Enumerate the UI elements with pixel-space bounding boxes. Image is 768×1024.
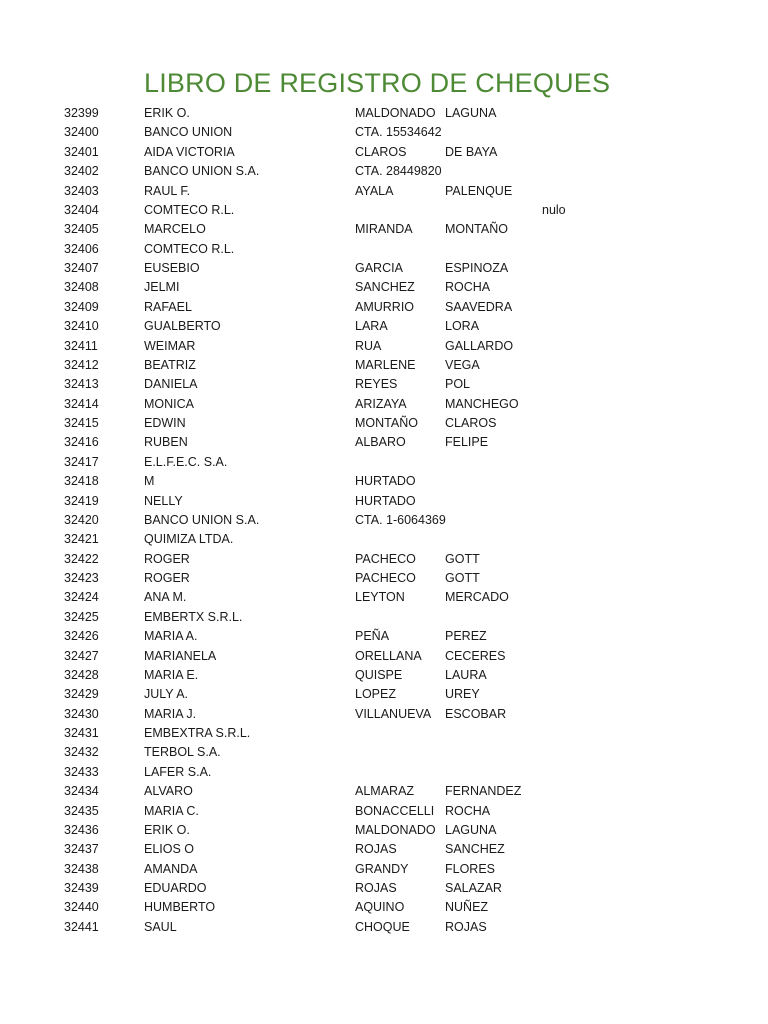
cheque-number: 32432: [64, 745, 99, 760]
cheque-number: 32438: [64, 861, 99, 876]
payee-name: MARIA J.: [144, 706, 197, 721]
cheque-number: 32431: [64, 726, 99, 740]
cheque-number: 32426: [64, 629, 99, 644]
payee-name: EDUARDO: [144, 881, 207, 895]
table-row: [0, 550, 768, 569]
cheque-note: nulo: [542, 202, 566, 217]
payee-second-surname: SAAVEDRA: [445, 299, 513, 314]
payee-second-surname: FLORES: [445, 861, 496, 876]
payee-second-surname: FERNANDEZ: [445, 784, 522, 799]
cheque-number: 32428: [64, 667, 99, 682]
payee-first-surname: MIRANDA: [355, 222, 413, 237]
payee-name: ALVARO: [144, 784, 193, 799]
cheque-number: 32440: [64, 900, 99, 915]
payee-second-surname: CLAROS: [445, 416, 497, 430]
cheque-number: 32424: [64, 590, 99, 605]
cheque-number: 32436: [64, 822, 99, 837]
payee-second-surname: PEREZ: [445, 629, 487, 644]
table-row: [0, 123, 768, 142]
payee-name: WEIMAR: [144, 338, 196, 353]
payee-first-surname: AMURRIO: [355, 299, 415, 314]
payee-first-surname: CTA. 28449820: [355, 164, 442, 179]
table-row: [0, 569, 768, 588]
payee-name: COMTECO R.L.: [144, 241, 235, 256]
payee-name: RAUL F.: [144, 183, 191, 198]
payee-name: ELIOS O: [144, 842, 195, 857]
payee-first-surname: CTA. 15534642: [355, 125, 442, 140]
payee-first-surname: CLAROS: [355, 144, 407, 159]
cheque-number: 32423: [64, 571, 99, 585]
payee-name: MARCELO: [144, 222, 206, 237]
table-row: [0, 472, 768, 491]
table-row: [0, 240, 768, 259]
cheque-number: 32405: [64, 222, 99, 237]
payee-first-surname: GARCIA: [355, 261, 403, 275]
payee-first-surname: AQUINO: [355, 900, 405, 915]
table-row: [0, 375, 768, 394]
table-row: [0, 802, 768, 821]
payee-name: TERBOL S.A.: [144, 745, 221, 760]
table-row: [0, 743, 768, 762]
payee-name: AIDA VICTORIA: [144, 144, 235, 159]
payee-name: NELLY: [144, 493, 183, 508]
payee-name: BANCO UNION: [144, 125, 233, 140]
table-row: [0, 840, 768, 859]
payee-second-surname: ROCHA: [445, 280, 491, 295]
cheque-number: 32411: [64, 338, 98, 353]
cheque-number: 32420: [64, 512, 99, 527]
payee-first-surname: ORELLANA: [355, 648, 422, 663]
table-row: [0, 433, 768, 452]
payee-first-surname: PACHECO: [355, 551, 416, 566]
payee-name: ERIK O.: [144, 822, 190, 837]
table-row: [0, 453, 768, 472]
cheque-number: 32404: [64, 202, 99, 217]
cheque-number: 32410: [64, 319, 99, 334]
payee-name: RAFAEL: [144, 299, 192, 314]
table-row: [0, 782, 768, 801]
payee-name: MONICA: [144, 396, 194, 411]
payee-name: ROGER: [144, 571, 190, 585]
table-row: [0, 143, 768, 162]
table-row: [0, 511, 768, 530]
payee-second-surname: MONTAÑO: [445, 222, 508, 237]
table-row: [0, 627, 768, 646]
payee-first-surname: LARA: [355, 319, 388, 334]
cheque-number: 32406: [64, 241, 99, 256]
cheque-number: 32419: [64, 493, 99, 508]
payee-second-surname: FELIPE: [445, 435, 489, 450]
payee-second-surname: NUÑEZ: [445, 900, 489, 915]
payee-first-surname: ALBARO: [355, 435, 406, 450]
payee-second-surname: CECERES: [445, 648, 506, 663]
payee-second-surname: GOTT: [445, 571, 480, 585]
cheque-number: 32409: [64, 299, 99, 314]
table-row: [0, 278, 768, 297]
cheque-number: 32427: [64, 648, 99, 663]
payee-second-surname: POL: [445, 377, 471, 392]
payee-second-surname: ESPINOZA: [445, 261, 509, 275]
cheque-number: 32407: [64, 261, 99, 275]
payee-first-surname: ALMARAZ: [355, 784, 415, 799]
payee-name: QUIMIZA LTDA.: [144, 532, 234, 547]
table-row: [0, 821, 768, 840]
cheque-number: 32429: [64, 687, 99, 702]
payee-first-surname: HURTADO: [355, 493, 416, 508]
payee-name: BEATRIZ: [144, 357, 196, 372]
table-row: [0, 317, 768, 336]
payee-second-surname: ESCOBAR: [445, 706, 507, 721]
payee-name: MARIA C.: [144, 803, 199, 818]
cheque-number: 32430: [64, 706, 99, 721]
table-row: [0, 220, 768, 239]
payee-second-surname: LAURA: [445, 667, 487, 682]
page-title: LIBRO DE REGISTRO DE CHEQUES: [144, 68, 611, 98]
payee-second-surname: PALENQUE: [445, 183, 513, 198]
payee-second-surname: GALLARDO: [445, 338, 514, 353]
table-row: [0, 666, 768, 685]
payee-second-surname: ROCHA: [445, 803, 491, 818]
payee-first-surname: MONTAÑO: [355, 416, 418, 430]
payee-name: EUSEBIO: [144, 261, 200, 275]
payee-name: HUMBERTO: [144, 900, 216, 915]
payee-name: COMTECO R.L.: [144, 202, 235, 217]
table-row: [0, 414, 768, 433]
table-row: [0, 705, 768, 724]
cheque-number: 32437: [64, 842, 99, 857]
payee-second-surname: VEGA: [445, 357, 480, 372]
table-row: [0, 918, 768, 937]
table-row: [0, 259, 768, 278]
payee-name: JULY A.: [144, 687, 189, 702]
payee-name: ERIK O.: [144, 106, 190, 120]
table-row: [0, 879, 768, 898]
payee-first-surname: PACHECO: [355, 571, 416, 585]
table-row: [0, 492, 768, 511]
table-row: [0, 647, 768, 666]
cheque-number: 32401: [64, 144, 99, 159]
payee-first-surname: LEYTON: [355, 590, 405, 605]
cheque-number: 32421: [64, 532, 99, 547]
payee-first-surname: MALDONADO: [355, 822, 436, 837]
table-row: [0, 608, 768, 627]
table-row: [0, 588, 768, 607]
cheque-number: 32417: [64, 454, 99, 469]
payee-second-surname: LAGUNA: [445, 822, 497, 837]
table-row: [0, 530, 768, 549]
payee-first-surname: AYALA: [355, 183, 394, 198]
payee-name: LAFER S.A.: [144, 764, 212, 779]
cheque-number: 32413: [64, 377, 99, 392]
payee-name: MARIA A.: [144, 629, 198, 644]
payee-first-surname: QUISPE: [355, 667, 403, 682]
cheque-number: 32434: [64, 784, 99, 799]
payee-second-surname: ROJAS: [445, 919, 487, 934]
table-row: [0, 724, 768, 743]
payee-name: EMBEXTRA S.R.L.: [144, 726, 251, 740]
payee-first-surname: LOPEZ: [355, 687, 396, 702]
payee-first-surname: MALDONADO: [355, 106, 436, 120]
table-row: [0, 898, 768, 917]
table-row: [0, 763, 768, 782]
cheque-number: 32412: [64, 357, 99, 372]
payee-name: ANA M.: [144, 590, 187, 605]
payee-first-surname: CHOQUE: [355, 919, 410, 934]
table-row: [0, 298, 768, 317]
payee-first-surname: BONACCELLI: [355, 803, 435, 818]
table-row: [0, 356, 768, 375]
payee-first-surname: HURTADO: [355, 474, 416, 489]
cheque-register-table: [0, 104, 768, 937]
payee-name: EDWIN: [144, 416, 186, 430]
cheque-number: 32416: [64, 435, 99, 450]
cheque-number: 32435: [64, 803, 99, 818]
payee-name: SAUL: [144, 919, 177, 934]
table-row: [0, 201, 768, 220]
payee-first-surname: SANCHEZ: [355, 280, 415, 295]
cheque-number: 32433: [64, 764, 99, 779]
payee-name: AMANDA: [144, 861, 198, 876]
cheque-number: 32415: [64, 416, 99, 430]
cheque-number: 32441: [64, 919, 99, 934]
cheque-number: 32400: [64, 125, 99, 140]
payee-first-surname: ARIZAYA: [355, 396, 407, 411]
payee-name: DANIELA: [144, 377, 198, 392]
payee-first-surname: MARLENE: [355, 357, 416, 372]
cheque-number: 32439: [64, 881, 99, 895]
payee-name: JELMI: [144, 280, 180, 295]
table-row: [0, 337, 768, 356]
payee-first-surname: CTA. 1-6064369: [355, 512, 446, 527]
cheque-number: 32408: [64, 280, 99, 295]
payee-second-surname: MANCHEGO: [445, 396, 519, 411]
payee-name: ROGER: [144, 551, 190, 566]
table-row: [0, 685, 768, 704]
table-row: [0, 182, 768, 201]
payee-second-surname: SANCHEZ: [445, 842, 505, 857]
payee-second-surname: DE BAYA: [445, 144, 498, 159]
payee-name: BANCO UNION S.A.: [144, 164, 260, 179]
payee-first-surname: ROJAS: [355, 881, 397, 895]
cheque-number: 32414: [64, 396, 99, 411]
payee-first-surname: RUA: [355, 338, 382, 353]
payee-second-surname: MERCADO: [445, 590, 509, 605]
table-row: [0, 860, 768, 879]
payee-first-surname: REYES: [355, 377, 398, 392]
cheque-number: 32422: [64, 551, 99, 566]
payee-second-surname: LAGUNA: [445, 106, 497, 120]
table-row: [0, 104, 768, 123]
payee-first-surname: VILLANUEVA: [355, 706, 432, 721]
payee-second-surname: SALAZAR: [445, 881, 502, 895]
cheque-number: 32425: [64, 609, 99, 624]
payee-name: EMBERTX S.R.L.: [144, 609, 243, 624]
payee-first-surname: GRANDY: [355, 861, 409, 876]
table-row: [0, 395, 768, 414]
cheque-number: 32403: [64, 183, 99, 198]
table-row: [0, 162, 768, 181]
payee-first-surname: ROJAS: [355, 842, 397, 857]
payee-name: E.L.F.E.C. S.A.: [144, 454, 228, 469]
payee-name: MARIA E.: [144, 667, 199, 682]
payee-second-surname: UREY: [445, 687, 480, 702]
payee-second-surname: LORA: [445, 319, 480, 334]
cheque-number: 32418: [64, 474, 99, 489]
cheque-number: 32399: [64, 106, 99, 120]
payee-name: RUBEN: [144, 435, 188, 450]
payee-first-surname: PEÑA: [355, 629, 390, 644]
payee-name: MARIANELA: [144, 648, 217, 663]
payee-name: BANCO UNION S.A.: [144, 512, 260, 527]
payee-name: M: [144, 474, 155, 489]
payee-second-surname: GOTT: [445, 551, 480, 566]
cheque-number: 32402: [64, 164, 99, 179]
payee-name: GUALBERTO: [144, 319, 221, 334]
